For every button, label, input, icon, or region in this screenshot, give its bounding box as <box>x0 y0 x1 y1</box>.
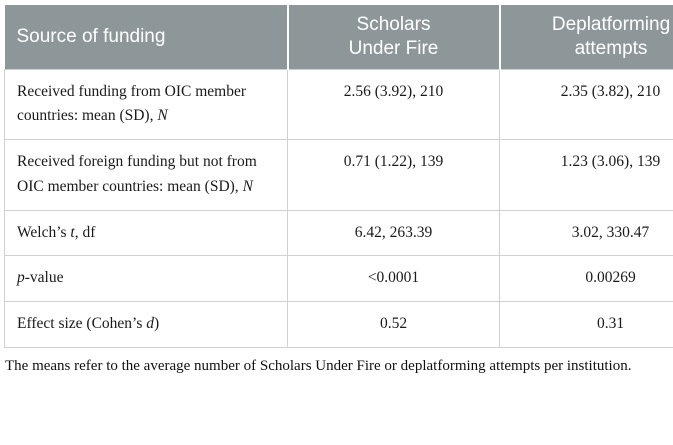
table-header <box>5 5 673 69</box>
row-label-effect-size <box>5 302 288 348</box>
row-label-foreign-funding <box>5 140 288 211</box>
cell-scholars-value: 0.71 (1.22), 139 <box>288 140 500 211</box>
row-label-text: ) <box>154 315 160 333</box>
col-header-source-of-funding <box>5 5 288 69</box>
table-row <box>5 256 673 302</box>
row-label-oic-funding <box>5 69 288 140</box>
cell-deplatforming-value: 3.02, 330.47 <box>500 210 673 256</box>
cell-deplatforming-value: 0.31 <box>500 302 673 348</box>
table-row <box>5 140 673 211</box>
row-label-text: Received foreign funding but not from OIC member countries: mean (SD), <box>17 153 257 195</box>
table-row <box>5 69 673 140</box>
row-label-italic: p <box>17 269 25 287</box>
col-header-scholars-under-fire <box>288 5 500 69</box>
row-label-text: -value <box>24 269 64 287</box>
col-header-scholars-label: Scholars Under Fire <box>348 14 439 59</box>
table-row <box>5 210 673 256</box>
row-label-italic: N <box>242 177 253 195</box>
cell-scholars-value: 2.56 (3.92), 210 <box>288 69 500 140</box>
row-label-text: , df <box>74 223 96 241</box>
funding-statistics-table <box>4 5 673 348</box>
cell-deplatforming-value: 1.23 (3.06), 139 <box>500 140 673 211</box>
col-header-deplatforming-attempts <box>500 5 673 69</box>
row-label-italic: N <box>157 107 168 125</box>
col-header-deplatforming-label: Deplatforming attempts <box>551 14 671 59</box>
row-label-p-value <box>5 256 288 302</box>
row-label-text: Effect size (Cohen’s <box>17 315 147 333</box>
table-footnote: The means refer to the average number of Scholars Under Fire or deplatforming attempts per institution. <box>5 358 632 375</box>
header-row <box>5 5 673 69</box>
col-header-source-label: Source of funding <box>16 25 166 47</box>
row-label-text: Welch’s <box>17 223 71 241</box>
cell-scholars-value: 0.52 <box>288 302 500 348</box>
cell-deplatforming-value: 2.35 (3.82), 210 <box>500 69 673 140</box>
table-body <box>5 69 673 348</box>
row-label-italic: d <box>146 315 155 333</box>
row-label-welchs-t <box>5 210 288 256</box>
row-label-text: Received funding from OIC member countries: mean (SD), <box>17 82 246 125</box>
cell-deplatforming-value: 0.00269 <box>500 256 673 302</box>
cell-scholars-value: 6.42, 263.39 <box>288 210 500 256</box>
cell-scholars-value: <0.0001 <box>288 256 500 302</box>
table-row <box>5 302 673 348</box>
row-label-italic: t <box>70 223 75 241</box>
